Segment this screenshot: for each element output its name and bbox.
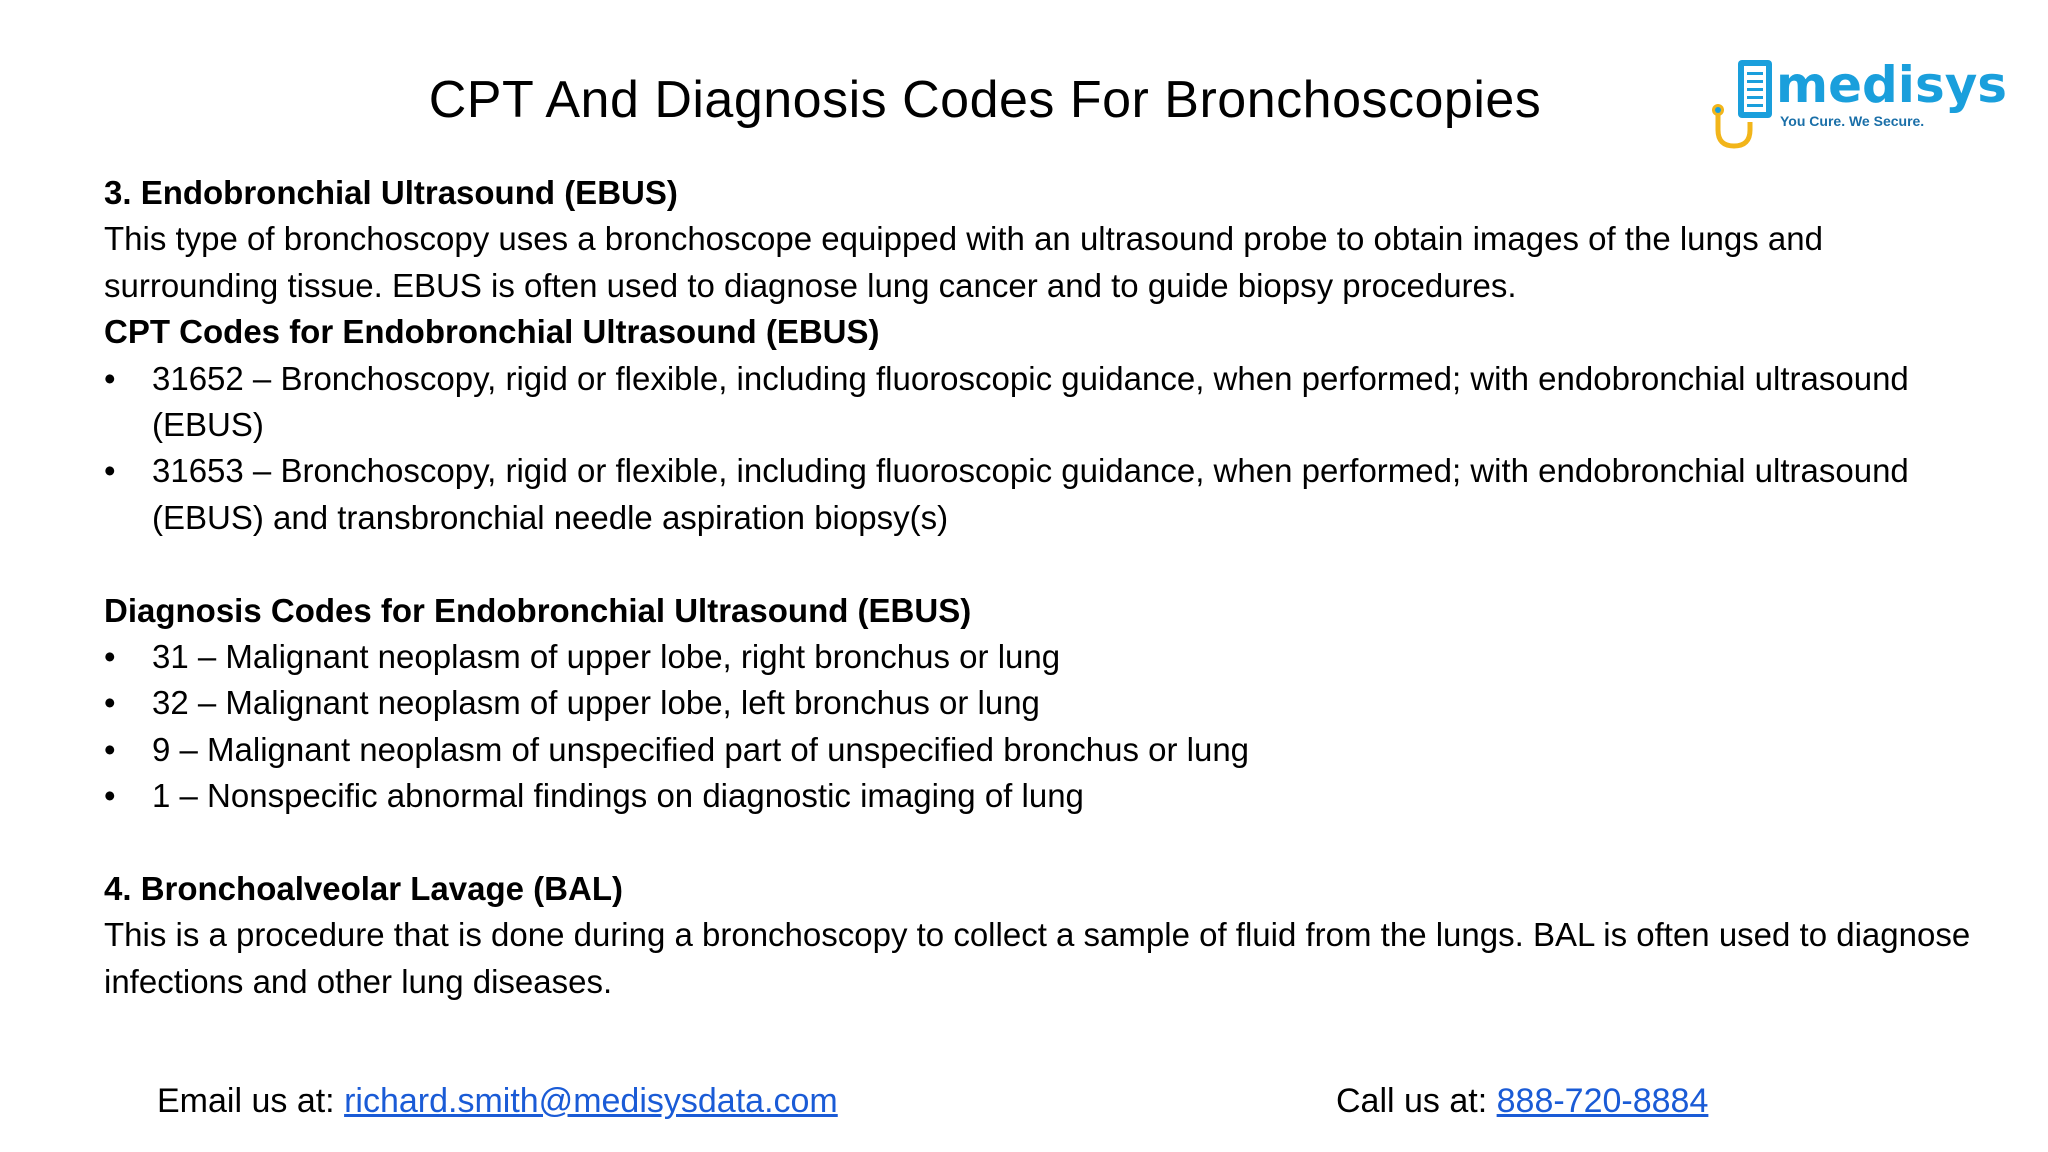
list-item: • 32 – Malignant neoplasm of upper lobe, left bronchus or lung [104,680,1984,726]
section-description-ebus: This type of bronchoscopy uses a bronchoscope equipped with an ultrasound probe to obtain images of the lungs and surrounding tissue. EBUS is often used to diagnose lung cancer and to guide biopsy procedures. [104,220,1823,304]
medisys-logo [1700,52,2030,152]
slide-content [104,170,1984,1005]
list-item: • 31 – Malignant neoplasm of upper lobe, right bronchus or lung [104,634,1984,680]
bullet-icon: • [104,684,116,722]
diagnosis-codes-heading: Diagnosis Codes for Endobronchial Ultrasound (EBUS) [104,591,972,629]
section-description-bal: This is a procedure that is done during a bronchoscopy to collect a sample of fluid from the lungs. BAL is often used to diagnose infections and other lung diseases. [104,916,1971,1000]
list-item: • 31653 – Bronchoscopy, rigid or flexible, including fluoroscopic guidance, when performed; with endobronchial ultrasound (EBUS) and transbronchial needle aspiration biopsy(s) [104,448,1984,541]
bullet-icon: • [104,359,116,397]
footer-phone [1336,1078,1708,1124]
list-item: • 9 – Malignant neoplasm of unspecified part of unspecified bronchus or lung [104,727,1984,773]
bullet-icon: • [104,452,116,490]
page-title: CPT And Diagnosis Codes For Bronchoscopies [428,71,1542,129]
phone-link[interactable]: 888-720-8884 [1496,1082,1709,1120]
bullet-icon: • [104,638,116,676]
footer-email [157,1078,838,1124]
bullet-icon: • [104,777,116,815]
list-item: • 1 – Nonspecific abnormal findings on diagnostic imaging of lung [104,773,1984,819]
logo-tagline: You Cure. We Secure. [1780,113,1925,129]
bullet-icon: • [104,730,116,768]
section-heading-ebus: 3. Endobronchial Ultrasound (EBUS) [104,174,678,211]
email-link[interactable]: richard.smith@medisysdata.com [344,1082,838,1120]
diagnosis-code-list [104,634,1984,820]
email-label: Email us at: [157,1082,345,1120]
cpt-code-list [104,356,1984,542]
cpt-codes-heading: CPT Codes for Endobronchial Ultrasound (EBUS) [104,313,880,351]
section-heading-bal: 4. Bronchoalveolar Lavage (BAL) [104,870,623,908]
list-item: • 31652 – Bronchoscopy, rigid or flexible, including fluoroscopic guidance, when performed; with endobronchial ultrasound (EBUS) [104,356,1984,449]
logo-wordmark: medisys [1776,56,2008,114]
phone-label: Call us at: [1336,1082,1497,1120]
